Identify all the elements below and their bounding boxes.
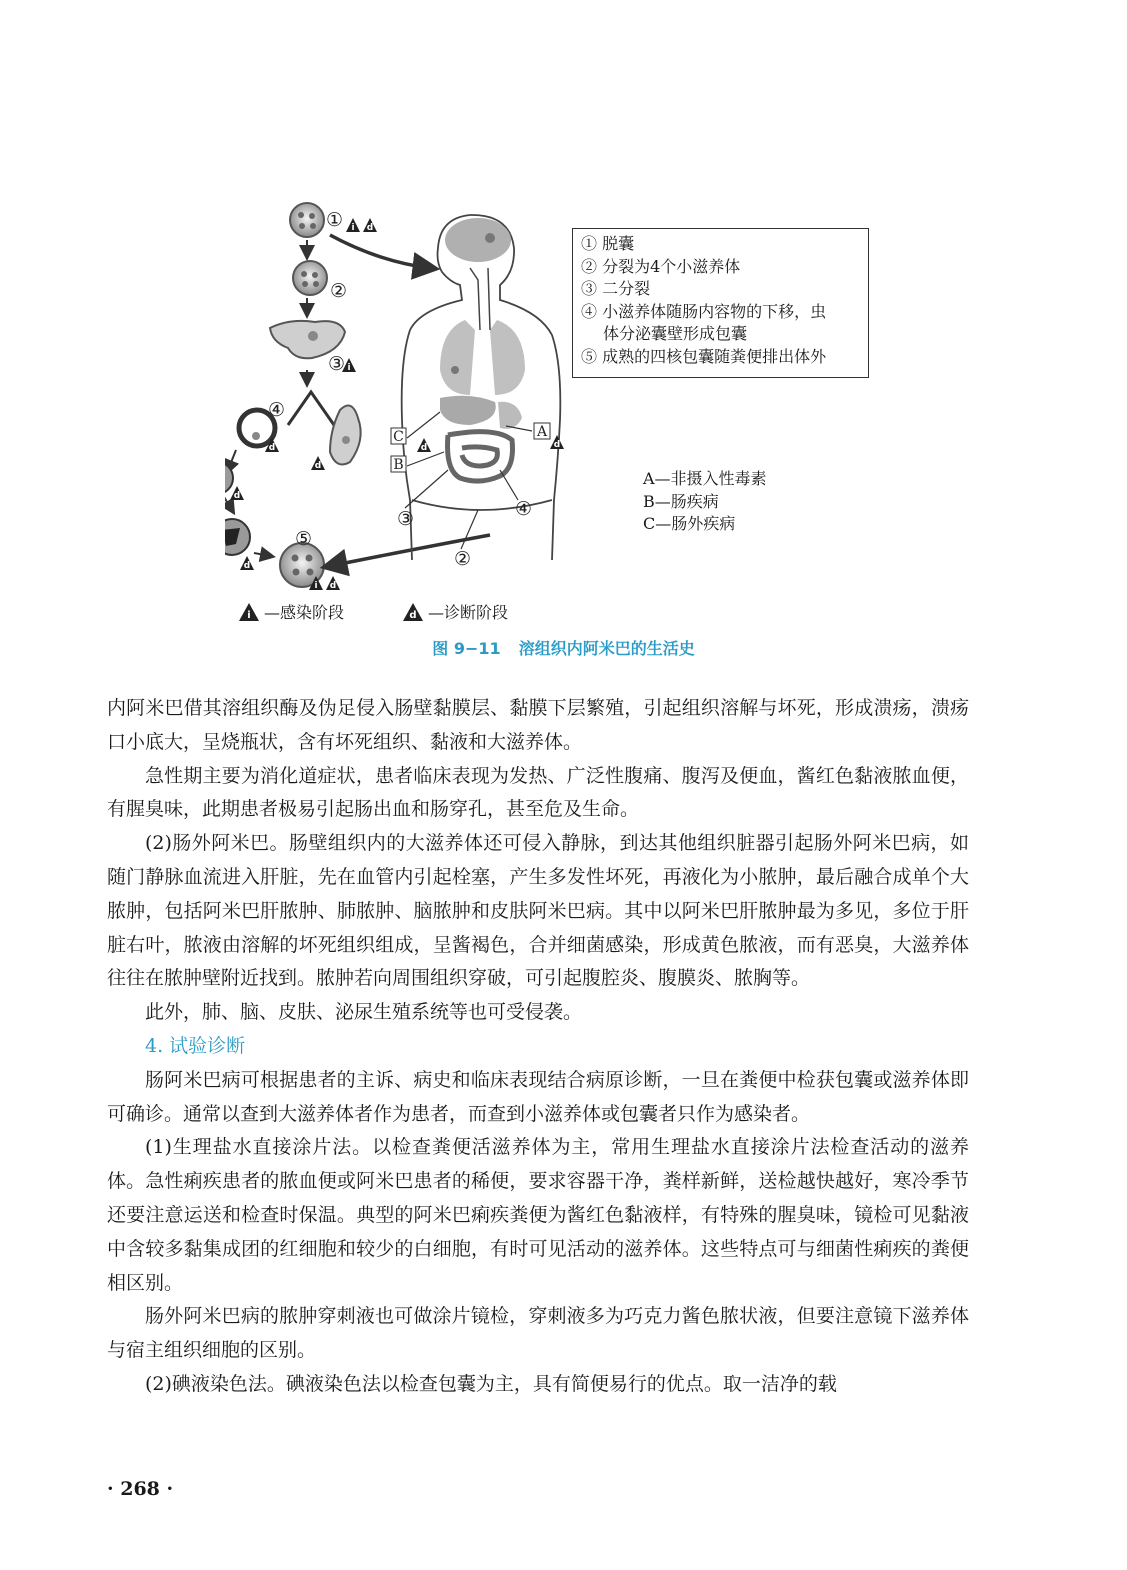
diagnosis-marker bbox=[240, 556, 254, 571]
diagnosis-triangle-icon bbox=[402, 602, 424, 622]
paragraph: 内阿米巴借其溶组织酶及伪足侵入肠壁黏膜层、黏膜下层繁殖，引起组织溶解与坏死，形成溃疡，溃疡口小底大，呈烧瓶状，含有坏死组织、黏液和大滋养体。 bbox=[107, 697, 969, 753]
diagnosis-marker bbox=[550, 435, 564, 450]
figure-caption-title: 溶组织内阿米巴的生活史 bbox=[518, 639, 695, 658]
key-infection bbox=[238, 600, 344, 623]
diagnosis-marker bbox=[230, 486, 244, 501]
label-2: ② bbox=[330, 280, 348, 302]
cyst-stage-1 bbox=[290, 203, 324, 237]
cyst-stage-2 bbox=[293, 261, 327, 295]
svg-text:d: d bbox=[366, 223, 374, 233]
stage-note: ③ 二分裂 bbox=[581, 279, 651, 298]
box-label-b: B bbox=[393, 457, 404, 473]
brain bbox=[445, 218, 511, 262]
infection-marker bbox=[346, 218, 360, 233]
diagnosis-marker bbox=[417, 438, 431, 453]
abc-note: A—非摄入性毒素 bbox=[643, 469, 767, 488]
paragraph: 急性期主要为消化道症状，患者临床表现为发热、广泛性腹痛、腹泻及便血，酱红色黏液脓血便，有腥臭味，此期患者极易引起肠出血和肠穿孔，甚至危及生命。 bbox=[107, 764, 969, 821]
key-diagnosis-label: —诊断阶段 bbox=[428, 603, 509, 622]
paragraph: (2)肠外阿米巴。肠壁组织内的大滋养体还可侵入静脉，到达其他组织脏器引起肠外阿米巴病，如随门静脉血流进入肝脏，先在血管内引起栓塞，产生多发性坏死，再液化为小脓肿，最后融合成单个大脓肿，包括阿米巴肝脓肿、肺脓肿、脑脓肿和皮肤阿米巴病。其中以阿米巴肝脓肿最为多见，多位于肝脏右叶，脓液由溶解的坏死组织组成，呈酱褐色，合并细菌感染，形成黄色脓液，而有恶臭，大滋养体往往在脓肿壁附近找到。脓肿若向周围组织穿破，可引起腹腔炎、腹膜炎、脓胸等。 bbox=[107, 832, 969, 990]
stage-legend bbox=[572, 228, 869, 378]
diagnosis-marker bbox=[326, 576, 340, 591]
diagnosis-marker bbox=[363, 218, 377, 233]
lungs bbox=[440, 320, 525, 395]
figure-caption bbox=[0, 636, 1127, 659]
stage-note: ④ 小滋养体随肠内容物的下移，虫 bbox=[581, 301, 827, 321]
paragraph: 此外，肺、脑、皮肤、泌尿生殖系统等也可受侵袭。 bbox=[145, 1001, 583, 1024]
svg-text:d: d bbox=[268, 443, 276, 453]
stage-note: ② 分裂为4个小滋养体 bbox=[581, 256, 741, 276]
svg-text:d: d bbox=[420, 443, 428, 453]
stage-note: ① 脱囊 bbox=[581, 234, 635, 253]
svg-text:i: i bbox=[351, 223, 355, 233]
svg-text:d: d bbox=[409, 609, 417, 621]
body-label-2: ② bbox=[454, 548, 472, 570]
infection-triangle-icon bbox=[238, 602, 260, 622]
diagnosis-marker bbox=[311, 456, 325, 471]
body-label-3: ③ bbox=[397, 508, 415, 530]
svg-text:i: i bbox=[247, 609, 251, 621]
svg-text:d: d bbox=[243, 561, 251, 571]
abc-note: C—肠外疾病 bbox=[643, 514, 736, 533]
body-label-4: ④ bbox=[515, 498, 533, 520]
page-number: · 268 · bbox=[107, 1478, 174, 1500]
paragraph: 肠阿米巴病可根据患者的主诉、病史和临床表现结合病原诊断，一旦在粪便中检获包囊或滋养体即可确诊。通常以查到大滋养体者作为患者，而查到小滋养体或包囊者只作为感染者。 bbox=[107, 1068, 969, 1125]
svg-text:i: i bbox=[347, 363, 351, 373]
liver-stomach bbox=[440, 396, 522, 429]
dark-cyst-2 bbox=[225, 519, 250, 555]
abc-note: B—肠疾病 bbox=[643, 491, 719, 511]
body-text bbox=[107, 692, 969, 1402]
stage-note: ⑤ 成熟的四核包囊随粪便排出体外 bbox=[581, 346, 827, 366]
box-label-a: A bbox=[536, 424, 548, 440]
stage-note: 体分泌囊壁形成包囊 bbox=[603, 324, 748, 343]
svg-text:d: d bbox=[553, 440, 561, 450]
label-1: ① bbox=[326, 209, 344, 231]
key-infection-label: —感染阶段 bbox=[264, 603, 345, 622]
paragraph: (1)生理盐水直接涂片法。以检查粪便活滋养体为主，常用生理盐水直接涂片法检查活动的滋养体。急性痢疾患者的脓血便或阿米巴患者的稀便，要求容器干净，粪样新鲜，送检越快越好，寒冷季节还要注意运送和检查时保温。典型的阿米巴痢疾粪便为酱红色黏液样，有特殊的腥臭味，镜检可见黏液中含较多黏集成团的红细胞和较少的白细胞，有时可见活动的滋养体。这些特点可与细菌性痢疾的粪便相区别。 bbox=[107, 1136, 969, 1294]
svg-text:d: d bbox=[314, 461, 322, 471]
figure-caption-number: 图 9−11 bbox=[432, 639, 501, 658]
svg-text:i: i bbox=[314, 581, 318, 591]
key-diagnosis bbox=[402, 600, 508, 623]
box-label-c: C bbox=[393, 429, 404, 445]
label-3: ③ bbox=[328, 353, 346, 375]
svg-text:d: d bbox=[233, 491, 241, 501]
paragraph: (2)碘液染色法。碘液染色法以检查包囊为主，具有简便易行的优点。取一洁净的载 bbox=[145, 1372, 837, 1395]
label-4: ④ bbox=[268, 399, 286, 421]
dark-cyst-1 bbox=[225, 462, 233, 494]
section-heading: 4. 试验诊断 bbox=[145, 1034, 246, 1057]
abc-legend bbox=[643, 468, 767, 536]
label-5: ⑤ bbox=[295, 528, 313, 550]
paragraph: 肠外阿米巴病的脓肿穿刺液也可做涂片镜检，穿刺液多为巧克力酱色脓状液，但要注意镜下滋养体与宿主组织细胞的区别。 bbox=[107, 1305, 969, 1362]
svg-text:d: d bbox=[329, 581, 337, 591]
trophozoite-right bbox=[330, 406, 361, 465]
